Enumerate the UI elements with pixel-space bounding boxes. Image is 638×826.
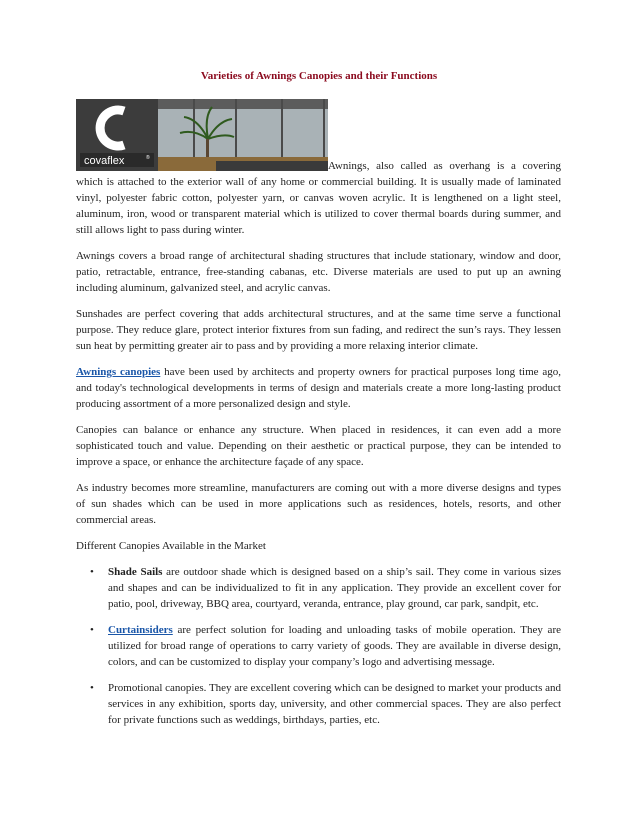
- paragraph-awnings-canopies: [76, 364, 561, 412]
- awnings-canopies-link[interactable]: Awnings canopies: [76, 366, 161, 378]
- paragraph-awnings-definition: Awnings, also called as overhang is a covering which is attached to the exterior wall of any home or commercial building. It is usually made of laminated vinyl, polyester fabric cotton, polyester yarn, or canvas woven acrylic. It is lengthened on a light steel, aluminum, iron, wood or transparent material which is utilized to cover thermal boards during summer, and still allows light to pass during winter.: [76, 160, 561, 236]
- bullet-glyph: •: [90, 566, 94, 578]
- bullet-glyph: •: [90, 624, 94, 636]
- shade-sails-lead: Shade Sails: [108, 566, 163, 578]
- paragraph-industry: As industry becomes more streamline, manufacturers are coming out with a more diverse designs and types of sun shades which can be used in more applications such as residences, hotels, resorts, and other commercial areas.: [76, 482, 561, 526]
- paragraph-canopies-balance: Canopies can balance or enhance any structure. When placed in residences, it can even add a more sophisticated touch and value. Depending on their aesthetic or practical purpose, they can be intended to improve a space, or enhance the architecture façade of any space.: [76, 424, 561, 468]
- list-intro: Different Canopies Available in the Market: [76, 540, 266, 552]
- bullet-glyph: •: [90, 682, 94, 694]
- list-item-curtainsiders: [76, 622, 561, 670]
- paragraph-awnings-range: Awnings covers a broad range of architectural shading structures that include stationary, window and door, patio, retractable, entrance, free-standing cabanas, etc. Diverse materials are used to put up an awning including aluminum, galvanized steel, and acrylic canvas.: [76, 250, 561, 294]
- list-item-promotional-canopies: [76, 680, 561, 728]
- curtainsiders-link[interactable]: Curtainsiders: [108, 624, 173, 636]
- promotional-canopies-text: Promotional canopies. They are excellent covering which can be designed to market your products and services in any exhibition, sports day, university, and other commercial spaces. They are also perfect for private functions such as weddings, birthdays, parties, etc.: [108, 682, 561, 726]
- logo-brand-text: covaflex: [84, 155, 125, 167]
- list-item-shade-sails: [76, 564, 561, 612]
- shade-sails-text: are outdoor shade which is designed based on a ship’s sail. They come in various sizes and shapes and can be individualized to fit in any application. They provide an excellent cover for patio, pool, driveway, BBQ area, courtyard, veranda, entrance, play ground, car park, sandpit, etc.: [108, 566, 562, 610]
- curtainsiders-text: are perfect solution for loading and unloading tasks of mobile operation. They are utilized for broad range of operations to carry variety of goods. They are available in diverse design, colors, and can be customized to display your company’s logo and advertising message.: [108, 624, 561, 668]
- paragraph-awnings-canopies-text: have been used by architects and property owners for practical purposes long time ago, and today's technological developments in terms of design and materials create a more long-lasting product producing assortment of a more personalized design and style.: [76, 366, 561, 410]
- document-body: [76, 158, 561, 738]
- paragraph-sunshades: Sunshades are perfect covering that adds architectural structures, and at the same time serve a functional purpose. They reduce glare, protect interior fixtures from sun fading, and redirect the sun’s rays. They lessen sun heat by permitting greater air to pass and by providing a more relaxing interior climate.: [76, 308, 561, 352]
- canopy-types-list: [76, 564, 561, 728]
- document-title: Varieties of Awnings Canopies and their Functions: [200, 70, 438, 82]
- logo-registered-mark: ®: [146, 155, 150, 161]
